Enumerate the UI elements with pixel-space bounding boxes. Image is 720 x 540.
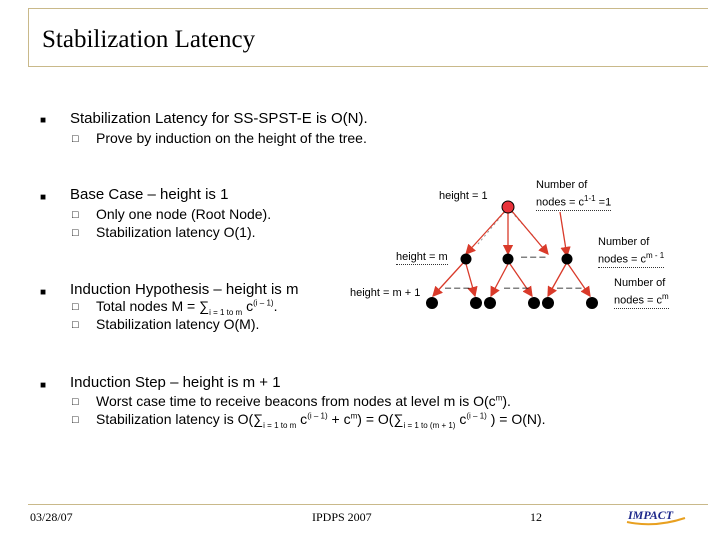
nodes-count-level-m: Number of nodes = $c^{m - 1}$ [598, 236, 665, 266]
tree-node [470, 297, 482, 309]
tree-node [528, 297, 540, 309]
edge-arrow [511, 210, 548, 254]
impact-logo [625, 506, 687, 526]
height-m-plus-1-label: height = m + 1 [350, 287, 421, 299]
tree-node [426, 297, 438, 309]
square-bullet-icon: ■ [40, 192, 47, 203]
footer-date: 03/28/07 [30, 510, 73, 524]
hollow-bullet-icon: □ [72, 133, 79, 145]
hollow-bullet-icon: □ [72, 396, 79, 408]
dashes: – – – [504, 282, 529, 294]
edge-arrow [560, 212, 567, 256]
bullet-2-sub-2: Stabilization latency O(1). [96, 224, 256, 240]
square-bullet-icon: ■ [40, 380, 47, 391]
tree-node [461, 254, 472, 265]
logo-text: IMPACT [628, 508, 674, 522]
tree-node [503, 254, 514, 265]
bullet-4-text: Induction Step – height is m + 1 [70, 374, 281, 391]
tree-node [484, 297, 496, 309]
footer-page-number: 12 [530, 510, 542, 524]
bullet-4-sub-2: Stabilization latency is $O(\sum_{i = 1 to m}$ $c^{(i - 1)} + c^m) = O(\sum_{i = 1 to (m + 1)}$ $c^{(i - 1)}$ ) = O(N). [96, 411, 546, 430]
bullet-4-sub-1: Worst case time to receive beacons from nodes at level m is $O(c^m)$. [96, 393, 511, 409]
slide-title: Stabilization Latency [42, 26, 256, 53]
tree-node [562, 254, 573, 265]
bullet-1-text: Stabilization Latency for SS-SPST-E is O(N). [70, 110, 368, 127]
nodes-count-level-1: Number of nodes = $c^{1-1} =1$ [536, 179, 612, 209]
edge-arrow [466, 210, 506, 254]
bullet-2-sub-1: Only one node (Root Node). [96, 206, 272, 222]
root-node [502, 201, 514, 213]
bullet-2-text: Base Case – height is 1 [70, 186, 229, 203]
hollow-bullet-icon: □ [72, 414, 79, 426]
dashes: – – – [521, 251, 546, 263]
tree-node [542, 297, 554, 309]
hollow-bullet-icon: □ [72, 319, 79, 331]
bullet-3-sub-1: Total nodes $M = \sum_{i = 1 to m}$ $c^{(i - 1)}$. [96, 298, 278, 317]
height-m-label: height = m [396, 251, 448, 263]
dashes: – – – [445, 282, 470, 294]
bullet-3-text: Induction Hypothesis – height is m [70, 281, 299, 298]
bullet-3-sub-2: Stabilization latency O(M). [96, 316, 260, 332]
dashes: – – – [557, 282, 582, 294]
bullet-1-sub-1: Prove by induction on the height of the tree. [96, 130, 367, 146]
square-bullet-icon: ■ [40, 287, 47, 298]
hollow-bullet-icon: □ [72, 301, 79, 313]
footer-conference: IPDPS 2007 [312, 510, 372, 524]
tree-node [586, 297, 598, 309]
hollow-bullet-icon: □ [72, 227, 79, 239]
square-bullet-icon: ■ [40, 115, 47, 126]
height-1-label: height = 1 [439, 190, 488, 202]
nodes-count-level-m-plus-1: Number of nodes = $c^m$ [614, 277, 669, 307]
hollow-bullet-icon: □ [72, 209, 79, 221]
